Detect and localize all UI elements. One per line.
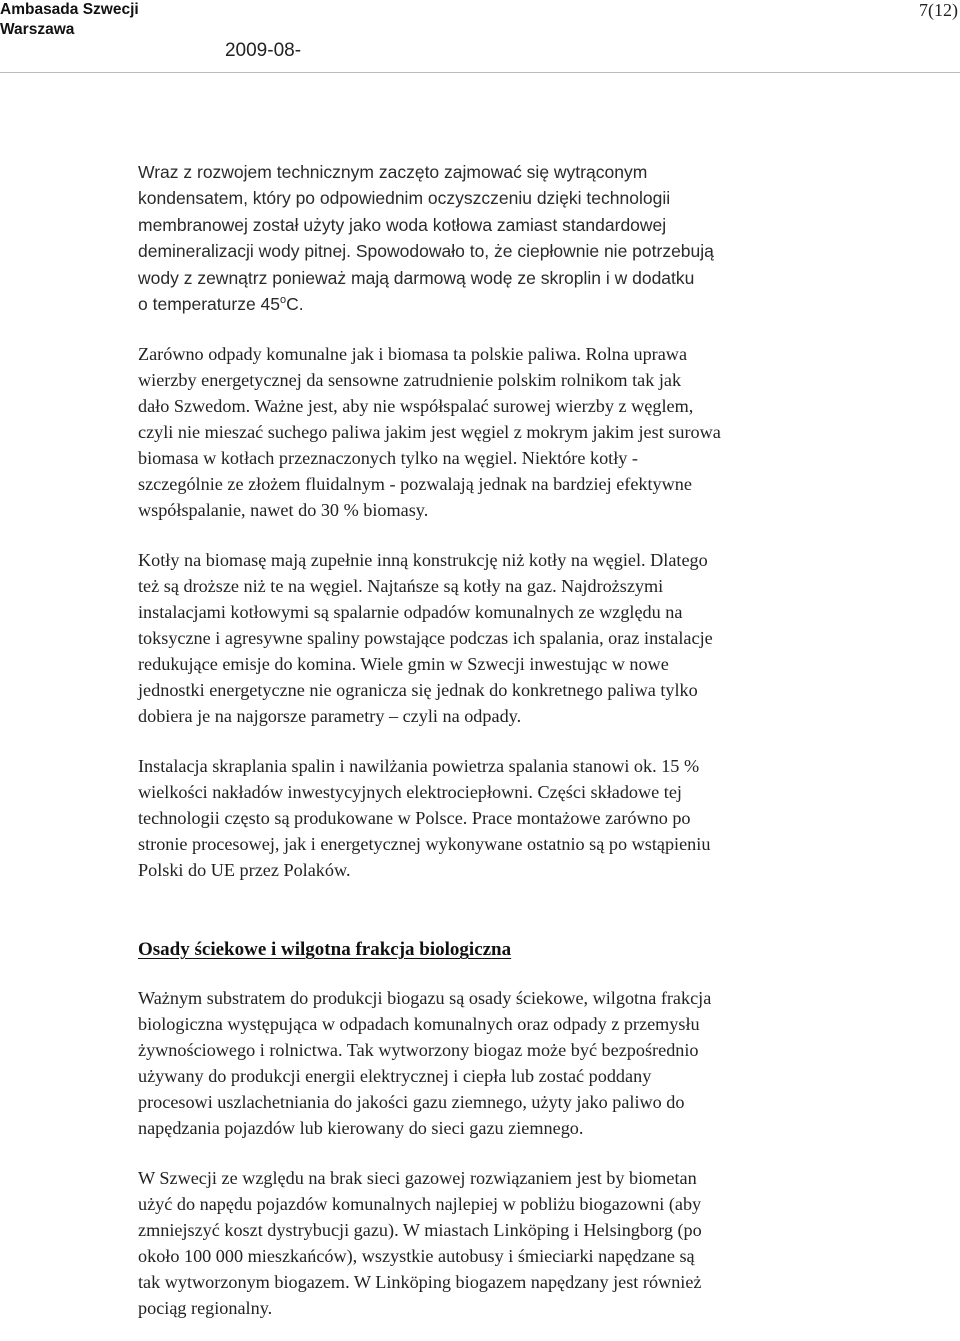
paragraph-fuels: Zarówno odpady komunalne jak i biomasa ta polskie paliwa. Rolna uprawa wierzby energetycznej da sensowne zatrudnienie polskim rolnikom tak jak dało Szwedom. Ważne jest, aby nie współspalać surowej wierzby z węglem, czyli nie mieszać suchego paliwa jakim jest węgiel z mokrym jakim jest surowa biomasa w kotłach przeznaczonych tylko na węgiel. Niektóre kotły - szczególnie ze złożem fluidalnym - pozwalają jednak na bardziej efektywne współspalanie, nawet do 30 % biomasy. xyxy=(138,344,721,521)
paragraph-biogas: Ważnym substratem do produkcji biogazu są osady ściekowe, wilgotna frakcja biologiczna występująca w odpadach komunalnych oraz odpady z przemysłu żywnościowego i rolnictwa. Tak wytworzony biogaz może być bezpośrednio używany do produkcji energii elektrycznej i ciepła lub zostać poddany procesowi uszlachetniania do jakości gazu ziemnego, użyty jako paliwo do napędzania pojazdów lub kierowany do sieci gazu ziemnego. xyxy=(138,988,712,1139)
header-date: 2009-08- xyxy=(224,40,302,61)
paragraph-biomethane: W Szwecji ze względu na brak sieci gazowej rozwiązaniem jest by biometan użyć do napędu pojazdów komunalnych najlepiej w pobliżu biogazowni (aby zmniejszyć koszt dystrybucji gazu). W miastach Linköping i Helsingborg (po około 100 000 mieszkańców), wszystkie autobusy i śmieciarki napędzane są tak wytworzonym biogazem. W Linköping biogazem napędzany jest również pociąg regionalny. xyxy=(138,1168,702,1319)
paragraph-flue-gas: Instalacja skraplania spalin i nawilżania powietrza spalania stanowi ok. 15 % wielkości nakładów inwestycyjnych elektrociepłowni. Części składowe tej technologii często są produkowane w Polsce. Prace montażowe zarówno po stronie procesowej, jak i energetycznej wykonywane ostatnio są po wstąpieniu Polski do UE przez Polaków. xyxy=(138,756,711,881)
section-heading: Osady ściekowe i wilgotna frakcja biologiczna xyxy=(138,939,512,961)
header-date-wrapper xyxy=(0,40,960,62)
document-body xyxy=(138,159,928,1321)
page-number: 7(12) xyxy=(919,0,958,20)
paragraph-condensate xyxy=(138,159,928,317)
paragraph-boilers: Kotły na biomasę mają zupełnie inną konstrukcję niż kotły na węgiel. Dlatego też są droższe niż te na węgiel. Najtańsze są kotły na gaz. Najdroższymi instalacjami kotłowymi są spalarnie odpadów komunalnych ze względu na toksyczne i agresywne spaliny powstające podczas ich spalania, oraz instalacje redukujące emisje do komina. Wiele gmin w Szwecji inwestując w nowe jednostki energetyczne nie ogranicza się jednak do konkretnego paliwa tylko dobiera je na najgorsze parametry – czyli na odpady. xyxy=(138,550,713,727)
header-org-name: Ambasada Szwecji xyxy=(0,1,139,18)
degree-superscript: o xyxy=(280,294,287,307)
header-city: Warszawa xyxy=(0,21,75,38)
header-organization xyxy=(0,0,139,40)
header-divider xyxy=(0,72,960,73)
paragraph-condensate-unit: C. xyxy=(286,294,304,315)
paragraph-condensate-text: Wraz z rozwojem technicznym zaczęto zajmować się wytrąconym kondensatem, który po odpowiednim oczyszczeniu dzięki technologii membranowej został użyty jako woda kotłowa zamiast standardowej demineralizacji wody pitnej. Spowodowało to, że ciepłownie nie potrzebują wody z zewnątrz ponieważ mają darmową wodę ze skroplin i w dodatku o temperaturze 45 xyxy=(138,162,714,315)
